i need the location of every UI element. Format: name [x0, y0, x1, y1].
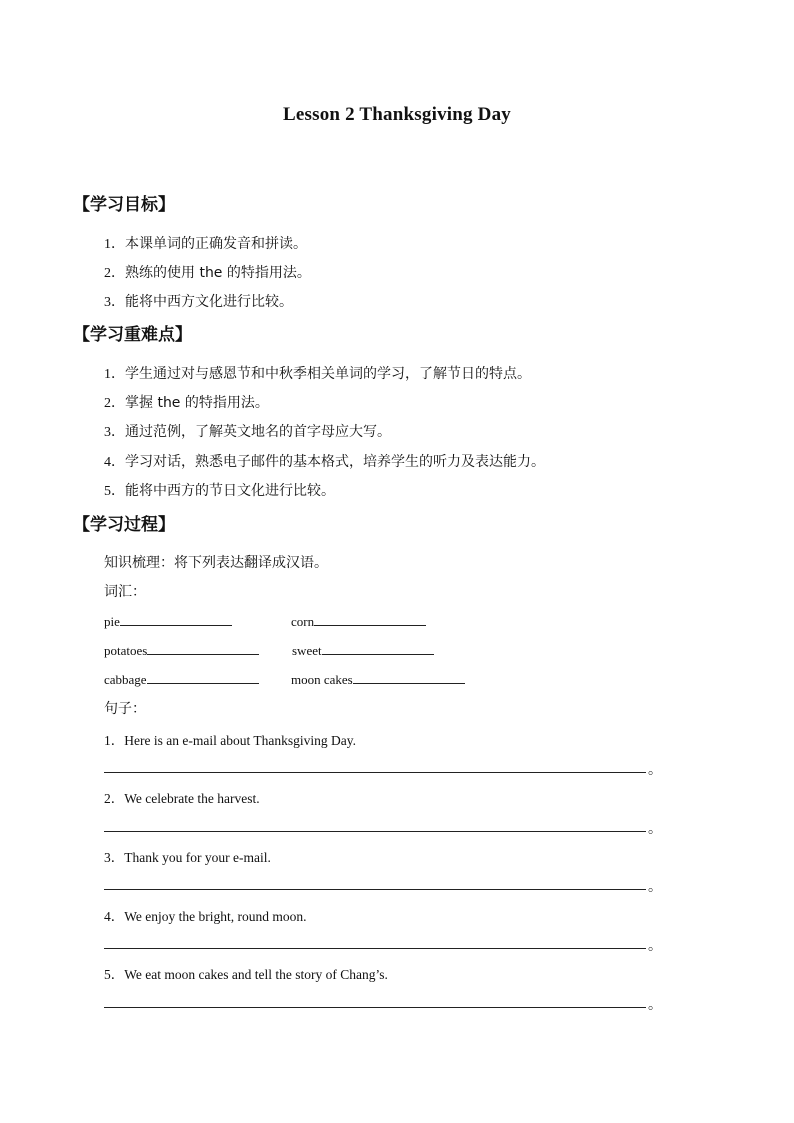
- key-point-item: [104, 392, 269, 412]
- section-heading-goals: 【学习目标】: [73, 195, 175, 215]
- key-point-item: [104, 421, 391, 441]
- vocab-word: pie: [104, 614, 120, 629]
- period-mark: 。: [648, 821, 662, 837]
- sentence-label: 句子：: [104, 701, 146, 717]
- sentence-text: Thank you for your e-mail.: [124, 850, 271, 865]
- vocab-word: moon cakes: [291, 672, 353, 687]
- item-number: 5．: [104, 484, 125, 499]
- vocab-word: potatoes: [104, 643, 148, 658]
- vocab-word: corn: [291, 614, 315, 629]
- goal-text: 能将中西方文化进行比较。: [125, 294, 293, 310]
- key-point-item: [104, 480, 335, 500]
- item-number: 2．: [104, 396, 125, 411]
- key-point-text: 通过范例，了解英文地名的首字母应大写。: [125, 424, 391, 440]
- key-point-item: [104, 363, 531, 383]
- key-point-text: 学生通过对与感恩节和中秋季相关单词的学习，了解节日的特点。: [125, 366, 531, 382]
- page-title: Lesson 2 Thanksgiving Day: [283, 104, 511, 125]
- exercise-instruction: 知识梳理：将下列表达翻译成汉语。: [104, 555, 328, 571]
- sentence-text: Here is an e-mail about Thanksgiving Day.: [124, 733, 356, 748]
- item-number: 1．: [104, 733, 125, 748]
- answer-line[interactable]: [104, 889, 646, 890]
- goal-item: [104, 291, 293, 311]
- answer-blank[interactable]: [353, 671, 465, 684]
- vocab-word: sweet: [292, 643, 322, 658]
- sentence-item: [104, 905, 307, 925]
- period-mark: 。: [648, 938, 662, 954]
- sentence-text: We eat moon cakes and tell the story of Chang’s.: [124, 967, 388, 982]
- answer-line[interactable]: [104, 1007, 646, 1008]
- vocab-label: 词汇：: [104, 584, 146, 600]
- answer-line[interactable]: [104, 772, 646, 773]
- period-mark: 。: [648, 997, 662, 1013]
- item-number: 3．: [104, 425, 125, 440]
- vocab-item: [104, 613, 232, 630]
- sentence-item: [104, 963, 388, 983]
- item-number: 3．: [104, 850, 125, 865]
- answer-blank[interactable]: [120, 613, 232, 626]
- item-number: 3．: [104, 295, 125, 310]
- section-heading-process: 【学习过程】: [73, 515, 175, 535]
- answer-line[interactable]: [104, 831, 646, 832]
- goal-item: [104, 233, 307, 253]
- vocab-word: cabbage: [104, 672, 147, 687]
- goal-item: [104, 262, 311, 282]
- answer-line[interactable]: [104, 948, 646, 949]
- sentence-item: [104, 846, 271, 866]
- section-heading-key-points: 【学习重难点】: [73, 325, 192, 345]
- item-number: 1．: [104, 237, 125, 252]
- period-mark: 。: [648, 762, 662, 778]
- sentence-text: We enjoy the bright, round moon.: [124, 909, 307, 924]
- sentence-item: [104, 729, 356, 749]
- sentence-text: We celebrate the harvest.: [124, 791, 260, 806]
- goal-text: 本课单词的正确发音和拼读。: [125, 236, 307, 252]
- answer-blank[interactable]: [147, 642, 259, 655]
- item-number: 4．: [104, 455, 125, 470]
- vocab-item: [291, 671, 465, 688]
- item-number: 2．: [104, 791, 125, 806]
- vocab-item: [104, 642, 259, 659]
- key-point-text: 学习对话，熟悉电子邮件的基本格式，培养学生的听力及表达能力。: [125, 454, 545, 470]
- vocab-item: [292, 642, 434, 659]
- vocab-item: [104, 671, 259, 688]
- item-number: 5．: [104, 967, 125, 982]
- period-mark: 。: [648, 879, 662, 895]
- key-point-text: 掌握 the 的特指用法。: [125, 395, 269, 411]
- answer-blank[interactable]: [314, 613, 426, 626]
- item-number: 1．: [104, 367, 125, 382]
- answer-blank[interactable]: [147, 671, 259, 684]
- key-point-item: [104, 451, 545, 471]
- item-number: 2．: [104, 266, 125, 281]
- answer-blank[interactable]: [322, 642, 434, 655]
- item-number: 4．: [104, 909, 125, 924]
- key-point-text: 能将中西方的节日文化进行比较。: [125, 483, 335, 499]
- vocab-item: [291, 613, 426, 630]
- goal-text: 熟练的使用 the 的特指用法。: [125, 265, 311, 281]
- sentence-item: [104, 787, 260, 807]
